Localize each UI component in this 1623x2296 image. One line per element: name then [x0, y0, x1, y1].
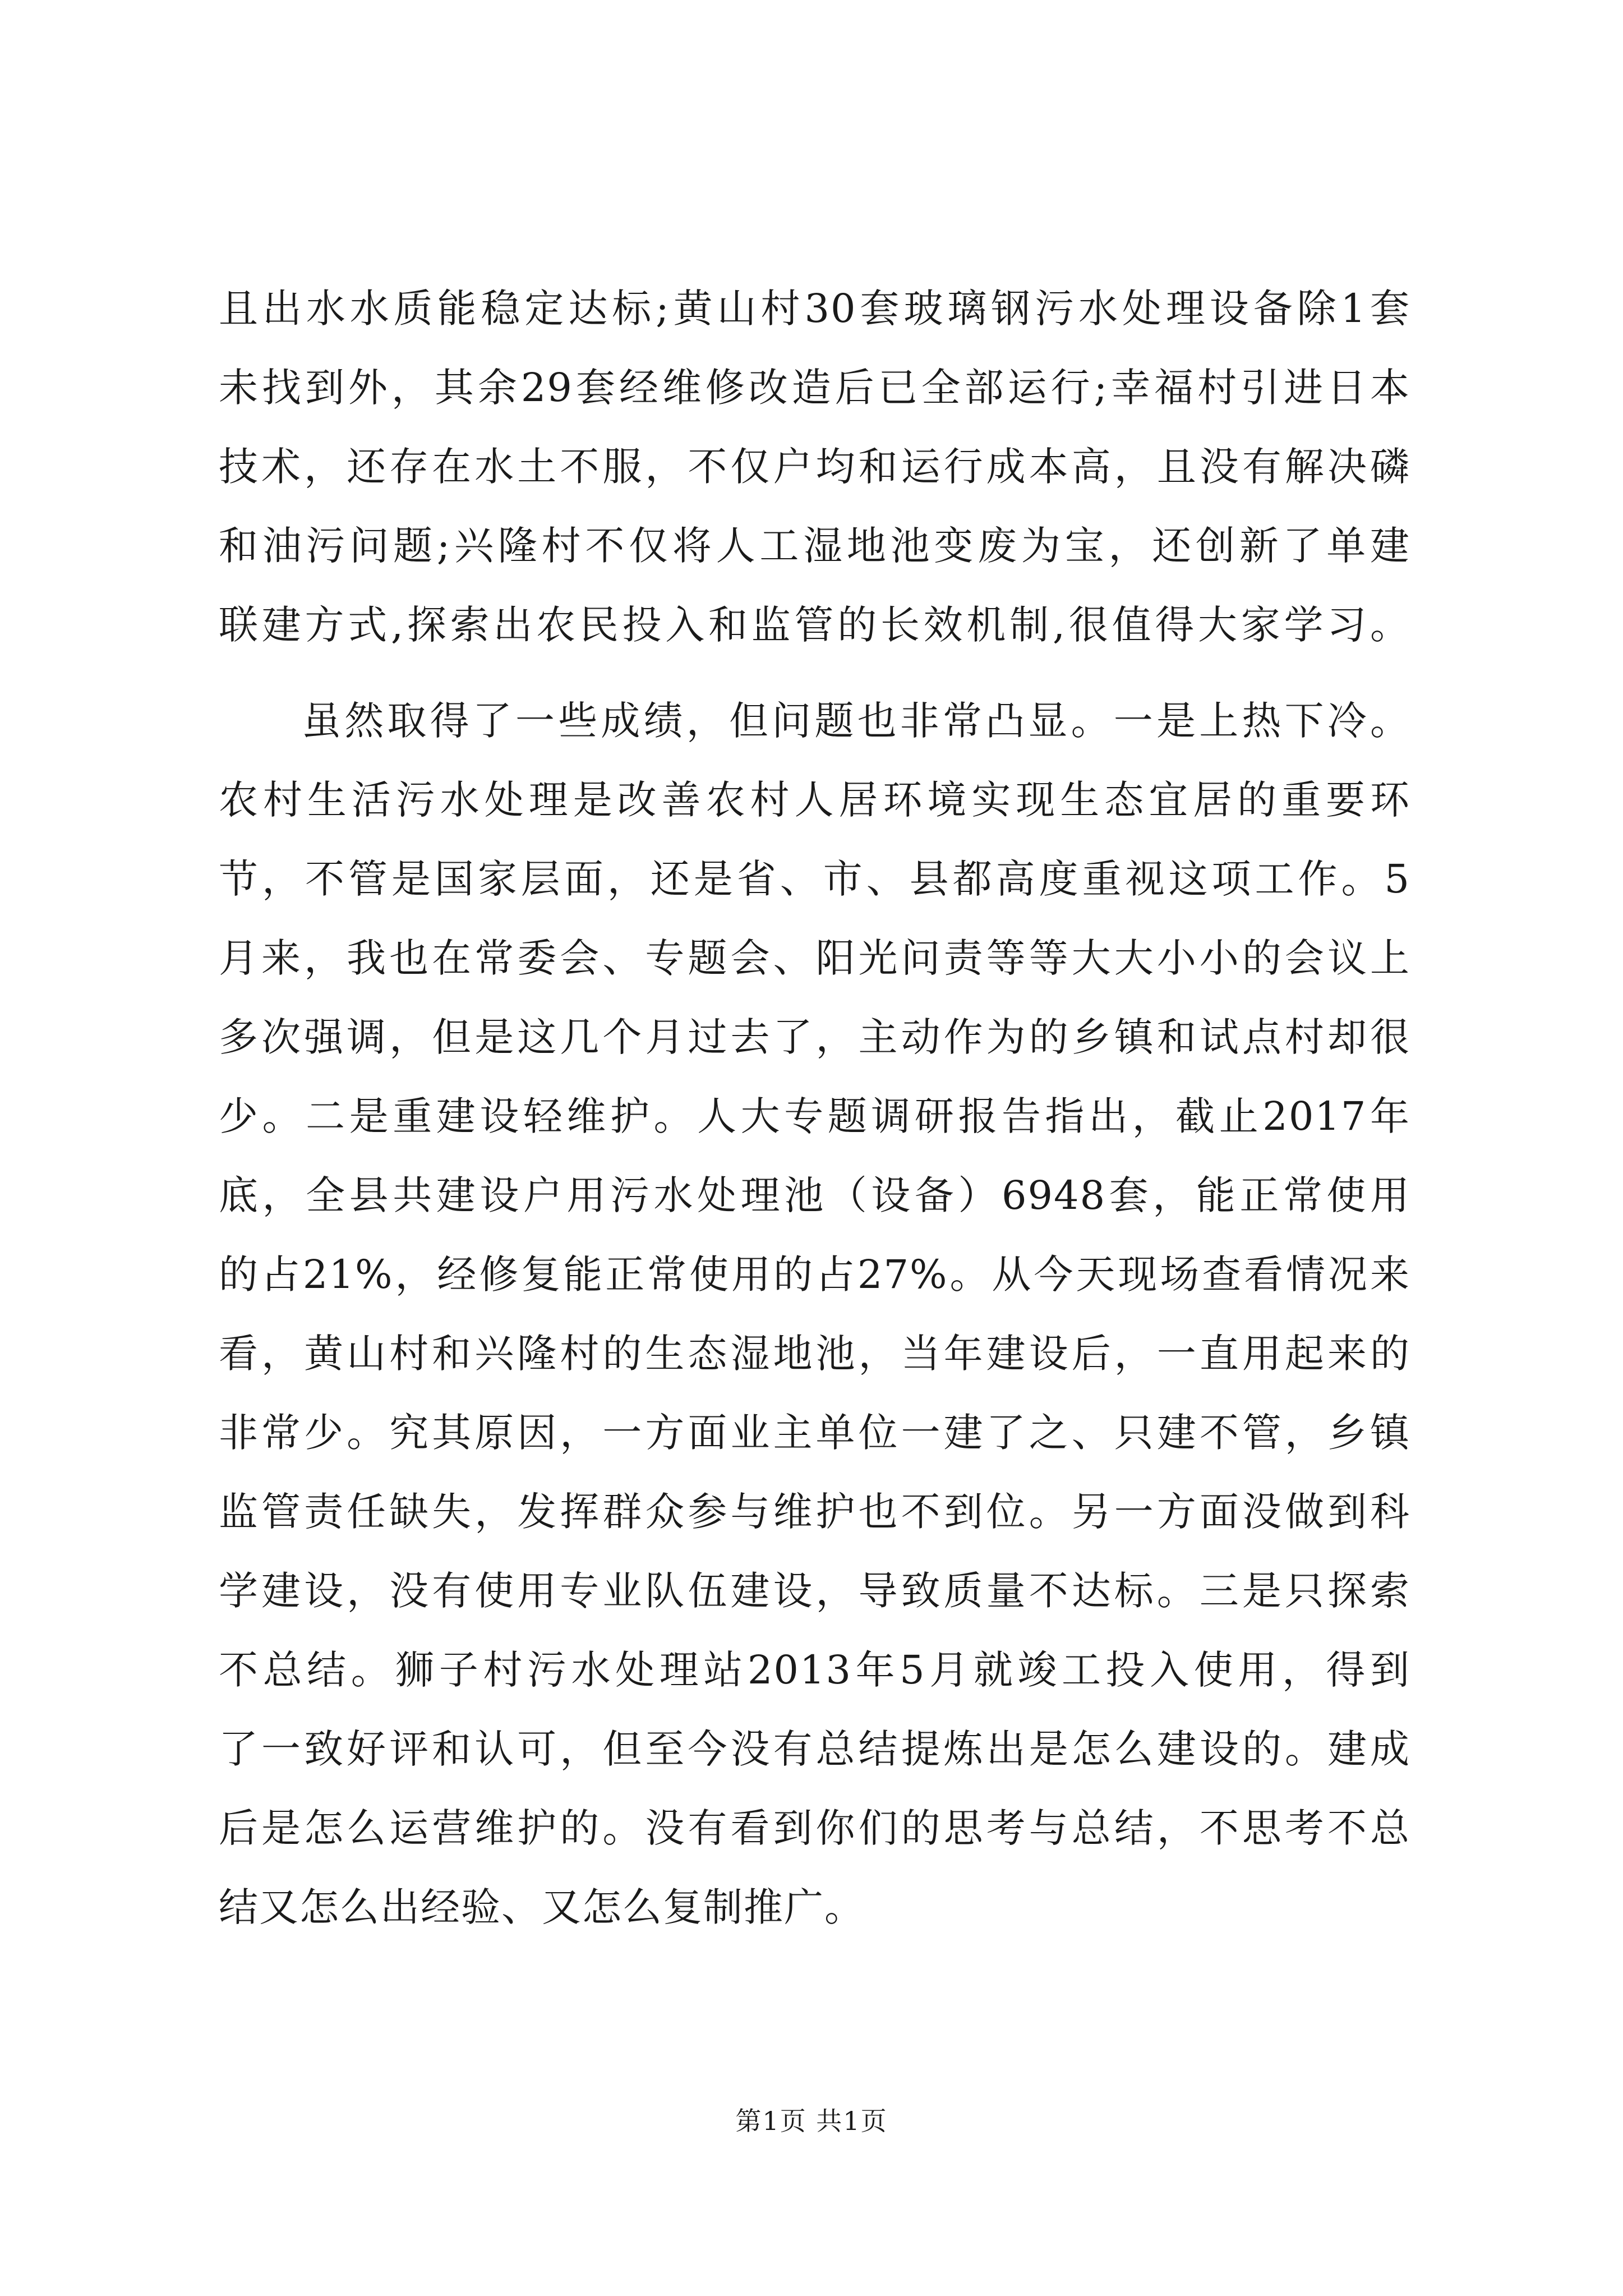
text-line: 未找到外，其余29套经维修改造后已全部运行;幸福村引进日本	[219, 365, 1410, 411]
text-line: 且出水水质能稳定达标;黄山村30套玻璃钢污水处理设备除1套	[219, 286, 1410, 332]
text-line: 了一致好评和认可，但至今没有总结提炼出是怎么建设的。建成	[219, 1726, 1410, 1772]
text-line: 多次强调，但是这几个月过去了，主动作为的乡镇和试点村却很	[219, 1014, 1410, 1060]
text-line: 后是怎么运营维护的。没有看到你们的思考与总结，不思考不总	[219, 1805, 1410, 1851]
body-text	[219, 269, 1410, 1947]
text-line: 看，黄山村和兴隆村的生态湿地池，当年建设后，一直用起来的	[219, 1331, 1410, 1377]
text-line: 和油污问题;兴隆村不仅将人工湿地池变废为宝，还创新了单建	[219, 523, 1410, 569]
text-line: 虽然取得了一些成绩，但问题也非常凸显。一是上热下冷。	[302, 698, 1410, 744]
text-line: 监管责任缺失，发挥群众参与维护也不到位。另一方面没做到科	[219, 1489, 1410, 1535]
text-line: 结又怎么出经验、又怎么复制推广。	[219, 1884, 865, 1930]
text-line: 少。二是重建设轻维护。人大专题调研报告指出，截止2017年	[219, 1093, 1410, 1139]
text-line: 不总结。狮子村污水处理站2013年5月就竣工投入使用，得到	[219, 1647, 1410, 1693]
text-line: 节，不管是国家层面，还是省、市、县都高度重视这项工作。5	[219, 856, 1410, 902]
text-line: 技术，还存在水土不服，不仅户均和运行成本高，且没有解决磷	[219, 444, 1410, 490]
text-line: 学建设，没有使用专业队伍建设，导致质量不达标。三是只探索	[219, 1568, 1410, 1614]
text-line: 底，全县共建设户用污水处理池（设备）6948套，能正常使用	[219, 1172, 1410, 1218]
page-footer	[0, 2101, 1623, 2138]
text-line: 农村生活污水处理是改善农村人居环境实现生态宜居的重要环	[219, 777, 1410, 823]
text-line: 非常少。究其原因，一方面业主单位一建了之、只建不管，乡镇	[219, 1410, 1410, 1456]
text-line: 的占21%，经修复能正常使用的占27%。从今天现场查看情况来	[219, 1251, 1410, 1297]
text-line: 月来，我也在常委会、专题会、阳光问责等等大大小小的会议上	[219, 935, 1410, 981]
page-number: 第1页 共1页	[735, 2106, 888, 2136]
text-line: 联建方式,探索出农民投入和监管的长效机制,很值得大家学习。	[219, 602, 1410, 648]
